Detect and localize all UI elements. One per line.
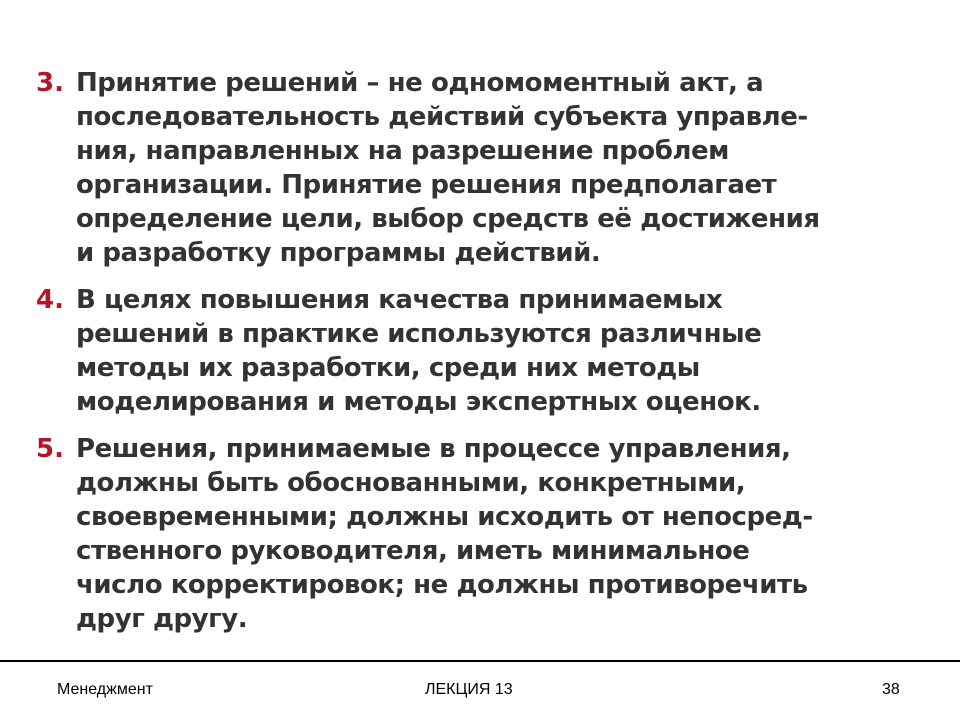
text-line: решений в практике используются различные (76, 319, 762, 349)
footer-page-number: 38 (882, 681, 900, 698)
text-line: Решения, принимаемые в процессе управления, (76, 434, 791, 464)
text-line: Принятие решений – не одномоментный акт, а (76, 68, 764, 98)
footer-divider (0, 660, 960, 662)
item-number: 4. (36, 285, 64, 315)
text-line: определение цели, выбор средств её достижения (76, 204, 820, 234)
text-line: друг другу. (76, 604, 248, 634)
item-text (76, 283, 936, 419)
item-number: 3. (36, 68, 64, 98)
text-line: методы их разработки, среди них методы (76, 353, 700, 383)
list-item-4 (36, 283, 936, 419)
text-line: число корректировок; не должны противоречить (76, 570, 808, 600)
list-item-3 (36, 66, 936, 270)
text-line: и разработку программы действий. (76, 238, 601, 268)
text-line: В целях повышения качества принимаемых (76, 285, 723, 315)
text-line: ния, направленных на разрешение проблем (76, 136, 729, 166)
list-item-5 (36, 432, 936, 636)
text-line: должны быть обоснованными, конкретными, (76, 468, 746, 498)
text-line: ственного руководителя, иметь минимальное (76, 536, 750, 566)
item-text (76, 432, 936, 636)
text-line: организации. Принятие решения предполагает (76, 170, 777, 200)
text-line: последовательность действий субъекта управле- (76, 102, 808, 132)
text-line: моделирования и методы экспертных оценок. (76, 387, 761, 417)
text-line: своевременными; должны исходить от непосред- (76, 502, 813, 532)
slide-content (36, 66, 936, 649)
item-number: 5. (36, 434, 64, 464)
footer-course-title: Менеджмент (57, 681, 153, 698)
item-text (76, 66, 936, 270)
footer-lecture-label: ЛЕКЦИЯ 13 (425, 681, 513, 698)
